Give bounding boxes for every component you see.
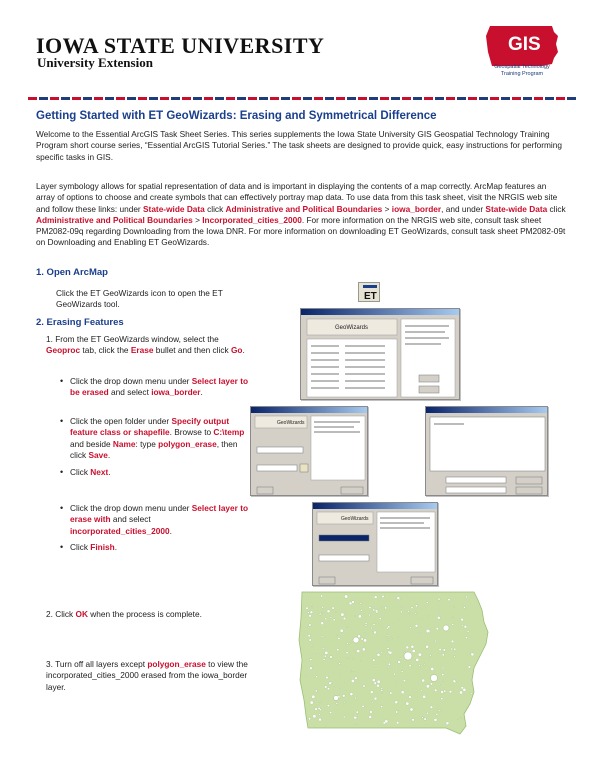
city-hole — [346, 652, 348, 654]
city-hole — [398, 661, 401, 664]
city-hole-large — [334, 696, 339, 701]
city-hole — [308, 634, 310, 636]
city-hole — [401, 606, 402, 607]
city-hole — [310, 659, 312, 661]
section-open-arcmap-text: Click the ET GeoWizards icon to open the ET GeoWizards tool. — [56, 288, 223, 310]
city-hole — [442, 673, 444, 675]
erase-bullet-5: • Click Finish. — [70, 542, 250, 553]
city-hole — [345, 681, 346, 682]
city-hole — [454, 648, 456, 650]
section-erasing-heading: 2. Erasing Features — [36, 317, 124, 328]
city-hole — [338, 637, 340, 639]
gis-caption-line2: Training Program — [500, 71, 544, 77]
erase-step1-screenshot — [250, 406, 368, 496]
city-hole — [329, 682, 332, 685]
city-hole — [406, 646, 409, 649]
city-hole — [306, 607, 309, 610]
city-hole — [344, 702, 345, 703]
city-hole — [343, 617, 346, 620]
city-hole — [391, 638, 392, 639]
city-hole — [436, 713, 438, 715]
city-hole — [335, 611, 336, 612]
city-hole — [464, 625, 467, 628]
city-hole — [397, 597, 400, 600]
geoproc-tab-ref: Geoproc — [46, 345, 81, 356]
city-hole — [423, 695, 426, 698]
city-hole — [445, 652, 446, 653]
city-hole — [430, 655, 432, 657]
city-hole — [398, 711, 399, 712]
city-hole — [442, 667, 444, 669]
erase-step-3: 3. Turn off all layers except polygon_erase to view the incorporated_cities_2000 erased from the iowa_border layer. — [46, 659, 248, 692]
city-hole — [324, 686, 327, 689]
city-hole — [327, 610, 330, 613]
city-hole — [438, 613, 439, 614]
city-hole — [327, 704, 329, 706]
city-hole — [339, 689, 340, 690]
city-hole — [386, 635, 388, 637]
city-hole — [415, 613, 417, 615]
city-hole — [409, 696, 412, 699]
city-hole — [461, 624, 463, 626]
city-hole — [377, 653, 380, 656]
city-hole — [385, 720, 388, 723]
et-geowizards-icon[interactable] — [358, 282, 380, 302]
city-hole — [370, 691, 373, 694]
city-hole — [309, 624, 311, 626]
city-hole — [377, 684, 380, 687]
city-hole — [424, 664, 425, 665]
city-hole — [395, 701, 398, 704]
city-hole — [374, 596, 377, 599]
geowizards-window-title: GeoWizards — [335, 325, 369, 331]
city-hole — [471, 653, 474, 656]
city-hole — [441, 691, 444, 694]
city-hole — [312, 606, 313, 607]
city-hole — [324, 655, 326, 657]
city-hole — [351, 671, 352, 672]
city-hole — [463, 606, 465, 608]
city-hole — [412, 649, 415, 652]
city-hole — [448, 599, 450, 601]
city-hole — [310, 701, 313, 704]
city-hole — [439, 648, 441, 650]
erase-bullet-2: • Click the open folder under Specify output feature class or shapefile. Browse to C:\temp and beside Name: type polygon_erase, then click Save. — [70, 416, 250, 461]
city-hole — [390, 692, 392, 694]
city-hole — [426, 645, 429, 648]
city-hole — [358, 635, 361, 638]
city-hole — [396, 721, 399, 724]
et-icon-label: ET — [364, 291, 377, 302]
city-hole — [375, 665, 377, 667]
city-hole — [347, 626, 348, 627]
city-hole — [449, 690, 452, 693]
university-extension: University Extension — [37, 55, 153, 70]
city-hole — [420, 690, 422, 692]
city-hole — [435, 640, 437, 642]
city-hole — [319, 614, 320, 615]
city-hole — [454, 656, 456, 658]
city-hole — [389, 651, 392, 654]
city-hole — [356, 711, 358, 713]
city-hole — [355, 697, 357, 699]
city-hole — [430, 683, 432, 685]
gis-logo-text: GIS — [508, 34, 541, 55]
city-hole — [430, 706, 433, 709]
city-hole — [465, 637, 467, 639]
city-hole-large — [353, 637, 359, 643]
city-hole — [310, 611, 313, 614]
city-hole — [438, 710, 440, 712]
city-hole — [374, 606, 376, 608]
city-hole — [370, 627, 372, 629]
city-hole — [461, 717, 462, 718]
city-hole — [466, 596, 468, 598]
city-hole — [393, 624, 394, 625]
city-hole — [311, 645, 312, 646]
city-hole — [321, 613, 322, 614]
city-hole — [438, 598, 440, 600]
city-hole — [325, 618, 327, 620]
city-hole — [388, 667, 389, 668]
city-hole — [370, 711, 373, 714]
erase-step-2: 2. Click OK when the process is complete. — [46, 609, 202, 619]
city-hole — [434, 718, 437, 721]
data-paragraph: Layer symbology allows for spatial representation of data and is important in displaying the contents of a map correctly. ArcMap features an array of options to choose and create symbols that can effectively portray map data. To use data from this task sheet, visit the NRGIS web site and follow these links: under State-wide Data click Administrative and Political Boundaries > iowa_border, and under State-wide Data click Administrative and Political Boundaries > Incorporated_cities_2000. For more information on the NRGIS web site, consult task sheet PM2082-09q regarding Downloading from the Iowa DNR. For more information on downloading ET GeoWizards, consult task sheet PM2082-09t on Downloading and Enabling ET GeoWizards. — [36, 181, 566, 248]
city-hole — [361, 661, 362, 662]
city-hole — [388, 626, 390, 628]
city-hole — [415, 605, 417, 607]
city-hole — [468, 666, 471, 669]
city-hole — [439, 684, 440, 685]
city-hole — [373, 659, 376, 662]
city-hole — [403, 680, 405, 682]
city-hole — [437, 616, 440, 619]
city-hole-large — [443, 625, 449, 631]
city-hole — [426, 685, 429, 688]
city-hole — [374, 682, 377, 685]
city-hole — [374, 631, 377, 634]
city-hole — [333, 619, 335, 621]
city-hole — [330, 617, 332, 619]
city-hole — [330, 659, 331, 660]
city-hole — [388, 663, 390, 665]
city-hole — [347, 643, 349, 645]
city-hole — [360, 602, 362, 604]
city-hole — [309, 639, 311, 641]
city-hole — [313, 715, 316, 718]
link-admin-boundaries: Administrative and Political Boundaries — [225, 203, 383, 214]
city-hole — [347, 657, 348, 658]
city-hole — [411, 645, 414, 648]
city-hole — [372, 632, 373, 633]
city-hole — [396, 711, 398, 713]
link-iowa-border: iowa_border — [391, 203, 442, 214]
gis-caption-line1: Geospatial Technology — [494, 64, 550, 70]
city-hole — [397, 638, 398, 639]
go-button-ref: Go — [230, 345, 243, 356]
city-hole — [406, 702, 409, 705]
city-hole — [441, 698, 443, 700]
city-hole — [408, 610, 410, 612]
city-hole — [361, 638, 363, 640]
iowa-erased-map — [296, 588, 492, 738]
city-hole — [401, 691, 404, 694]
city-hole — [444, 690, 446, 692]
city-hole — [319, 714, 321, 716]
city-hole — [337, 634, 338, 635]
university-name: IOWA STATE UNIVERSITY — [36, 33, 325, 58]
city-hole — [343, 716, 345, 718]
city-hole — [372, 679, 375, 682]
erase-step2-screenshot — [312, 502, 438, 586]
link-incorporated-cities: Incorporated_cities_2000 — [202, 214, 302, 225]
city-hole — [400, 611, 402, 613]
city-hole — [442, 654, 444, 656]
city-hole — [369, 716, 372, 719]
city-hole — [315, 708, 318, 711]
city-hole — [421, 618, 422, 619]
city-hole — [355, 723, 356, 724]
city-hole — [349, 602, 352, 605]
city-hole — [434, 689, 437, 692]
city-hole — [307, 598, 308, 599]
iowa-border-shape — [299, 592, 488, 734]
city-hole — [322, 648, 324, 650]
city-hole — [431, 667, 434, 670]
intro-paragraph: Welcome to the Essential ArcGIS Task Sheet Series. This series supplements the Iowa State University GIS Geospatial Technology Training Program short course series, “Essential ArcGIS Tutorial Series.” The task sheets are designed to provide quick, easy instructions for performing specific tasks in GIS. — [36, 129, 563, 162]
city-hole — [319, 701, 320, 702]
city-hole — [364, 633, 365, 634]
city-hole — [459, 691, 462, 694]
city-hole — [377, 680, 380, 683]
city-hole — [330, 656, 333, 659]
city-hole — [428, 616, 429, 617]
erase-bullet-3: • Click Next. — [70, 467, 250, 478]
city-hole — [310, 667, 313, 670]
city-hole — [412, 718, 415, 721]
city-hole-large — [404, 652, 412, 660]
city-hole — [320, 709, 322, 711]
city-hole — [350, 693, 353, 696]
city-hole — [381, 651, 383, 653]
city-hole-large — [431, 675, 438, 682]
city-hole — [373, 609, 375, 611]
city-hole — [345, 690, 346, 691]
city-hole — [369, 614, 371, 616]
city-hole — [419, 665, 421, 667]
city-hole — [341, 613, 344, 616]
city-hole — [452, 624, 454, 626]
city-hole — [426, 712, 428, 714]
city-hole — [416, 658, 419, 661]
city-hole — [329, 711, 331, 713]
city-hole — [381, 688, 383, 690]
city-hole — [315, 690, 317, 692]
city-hole — [399, 658, 400, 659]
city-hole — [358, 615, 361, 618]
header-divider — [28, 97, 576, 100]
city-hole — [401, 671, 403, 673]
city-hole — [453, 680, 456, 683]
city-hole — [309, 614, 312, 617]
erase-bullet-1: • Click the drop down menu under Select layer to be erased and select iowa_border. — [70, 376, 250, 399]
city-hole — [463, 688, 466, 691]
city-hole — [467, 630, 469, 632]
city-hole — [351, 679, 354, 682]
city-hole — [363, 639, 366, 642]
city-hole — [319, 718, 322, 721]
city-hole — [323, 659, 325, 661]
city-hole — [451, 648, 453, 650]
city-hole — [375, 610, 377, 612]
city-hole — [382, 692, 383, 693]
city-hole — [453, 606, 454, 607]
city-hole — [352, 658, 353, 659]
city-hole — [340, 629, 343, 632]
city-hole — [322, 606, 324, 608]
city-hole — [410, 614, 411, 615]
city-hole — [410, 627, 412, 629]
city-hole — [387, 639, 388, 640]
city-hole — [316, 676, 318, 678]
city-hole — [443, 649, 446, 652]
city-hole — [326, 676, 329, 679]
city-hole — [344, 595, 347, 598]
city-hole — [415, 624, 418, 627]
city-hole — [428, 658, 430, 660]
city-hole — [362, 705, 364, 707]
city-hole — [387, 647, 389, 649]
city-hole — [443, 681, 444, 682]
erase-bullet-ref: Erase — [130, 345, 154, 356]
city-hole — [308, 627, 309, 628]
city-hole — [393, 668, 395, 670]
city-hole — [426, 629, 429, 632]
page-header — [0, 0, 600, 100]
city-hole — [461, 618, 464, 621]
city-hole — [350, 641, 351, 642]
gis-logo-caption — [470, 64, 574, 78]
page-title: Getting Started with ET GeoWizards: Erasing and Symmetrical Difference — [36, 110, 437, 122]
city-hole — [306, 675, 307, 676]
city-hole — [327, 687, 329, 689]
city-hole — [314, 655, 315, 656]
city-hole — [372, 702, 373, 703]
city-hole — [362, 648, 365, 651]
city-hole — [374, 697, 377, 700]
erase2-window-title: GeoWizards — [341, 516, 369, 522]
city-hole — [342, 694, 345, 697]
city-hole — [385, 607, 387, 609]
city-hole — [321, 595, 323, 597]
city-hole — [457, 719, 458, 720]
city-hole — [379, 618, 381, 620]
city-hole — [418, 631, 419, 632]
link-state-wide-data-2: State-wide Data — [485, 203, 548, 214]
city-hole — [381, 690, 383, 692]
city-hole — [365, 625, 367, 627]
city-hole — [426, 602, 428, 604]
city-hole — [336, 703, 338, 705]
city-hole — [348, 652, 349, 653]
city-hole — [381, 706, 383, 708]
city-hole — [381, 607, 382, 608]
link-state-wide-data: State-wide Data — [143, 203, 205, 214]
city-hole — [418, 653, 421, 656]
city-hole — [436, 627, 438, 629]
city-hole — [424, 718, 426, 720]
city-hole — [404, 652, 405, 653]
city-hole — [395, 682, 396, 683]
city-hole — [369, 606, 371, 608]
city-hole — [373, 624, 375, 626]
city-hole — [451, 640, 454, 643]
erase-bullet-4: • Click the drop down menu under Select layer to erase with and select incorporated_cities_2000. — [70, 503, 250, 537]
city-hole — [354, 716, 357, 719]
city-hole — [446, 722, 449, 725]
save-dialog-screenshot — [425, 406, 548, 496]
city-hole — [352, 601, 355, 604]
city-hole — [308, 612, 310, 614]
city-hole — [363, 685, 365, 687]
link-admin-boundaries-2: Administrative and Political Boundaries — [36, 214, 193, 225]
city-hole — [339, 663, 341, 665]
city-hole — [409, 665, 411, 667]
city-hole — [340, 675, 341, 676]
city-hole — [308, 718, 310, 720]
city-hole — [411, 607, 413, 609]
city-hole — [337, 649, 339, 651]
erase-window-title: GeoWizards — [277, 420, 305, 426]
city-hole — [360, 610, 362, 612]
city-hole — [332, 607, 334, 609]
city-hole — [354, 615, 355, 616]
city-hole — [410, 708, 413, 711]
city-hole — [471, 693, 473, 695]
city-hole — [365, 623, 367, 625]
city-hole — [422, 717, 424, 719]
erase-step-1: 1. From the ET GeoWizards window, select the Geoproc tab, click the Erase bullet and then click Go. — [46, 334, 245, 356]
city-hole — [321, 636, 323, 638]
city-hole — [394, 673, 396, 675]
geowizards-main-window-screenshot — [300, 308, 460, 400]
city-hole — [325, 651, 328, 654]
city-hole — [382, 595, 384, 597]
city-hole — [312, 695, 315, 698]
section-open-arcmap-heading: 1. Open ArcMap — [36, 267, 108, 278]
city-hole — [422, 679, 425, 682]
city-hole — [355, 677, 358, 680]
city-hole — [357, 650, 360, 653]
city-hole — [452, 617, 453, 618]
city-hole — [321, 622, 324, 625]
